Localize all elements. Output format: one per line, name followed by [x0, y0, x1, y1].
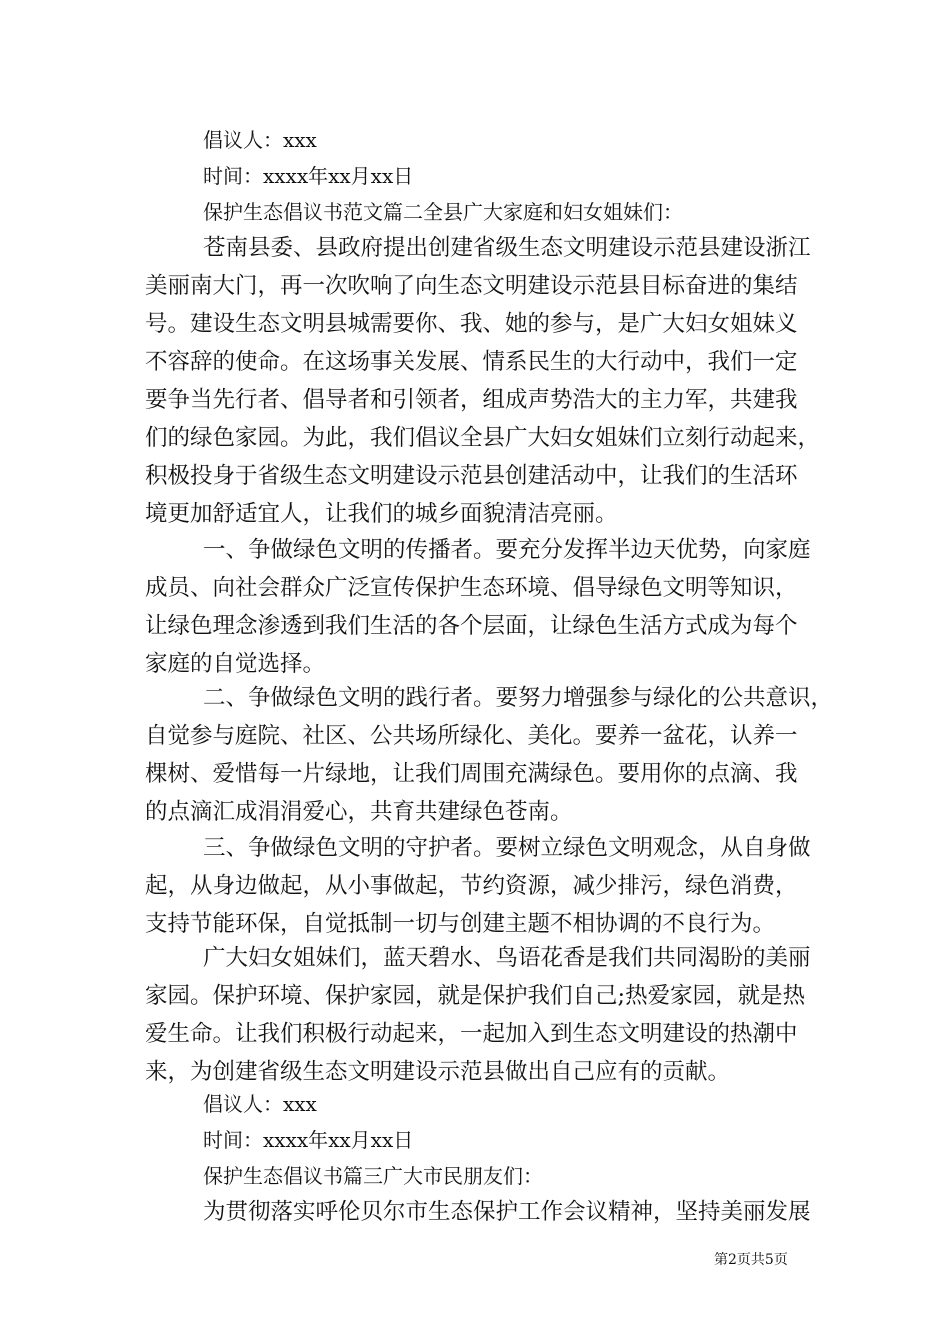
- text-line: 家庭的自觉选择。: [145, 651, 326, 677]
- text-line: 保护生态倡议书范文篇二全县广大家庭和妇女姐妹们：: [203, 200, 683, 224]
- text-line: 让绿色理念渗透到我们生活的各个层面，让绿色生活方式成为每个: [145, 613, 798, 639]
- text-line: 棵树、爱惜每一片绿地，让我们周围充满绿色。要用你的点滴、我: [145, 761, 798, 787]
- text-line: 境更加舒适宜人，让我们的城乡面貌清洁亮丽。: [145, 501, 618, 527]
- text-line: 起，从身边做起，从小事做起，节约资源，减少排污，绿色消费，: [145, 873, 798, 899]
- text-line: 三、争做绿色文明的守护者。要树立绿色文明观念，从自身做: [203, 835, 811, 861]
- text-line: 们的绿色家园。为此，我们倡议全县广大妇女姐妹们立刻行动起来，: [145, 425, 821, 451]
- text-line: 美丽南大门，再一次吹响了向生态文明建设示范县目标奋进的集结: [145, 273, 798, 299]
- text-line: 的点滴汇成涓涓爱心，共育共建绿色苍南。: [145, 799, 573, 825]
- text-line: 为贯彻落实呼伦贝尔市生态保护工作会议精神，坚持美丽发展: [203, 1199, 811, 1225]
- text-line: 广大妇女姐妹们，蓝天碧水、鸟语花香是我们共同渴盼的美丽: [203, 945, 811, 971]
- text-line: 积极投身于省级生态文明建设示范县创建活动中，让我们的生活环: [145, 463, 798, 489]
- text-line: 爱生命。让我们积极行动起来，一起加入到生态文明建设的热潮中: [145, 1021, 798, 1047]
- text-line: 一、争做绿色文明的传播者。要充分发挥半边天优势，向家庭: [203, 537, 811, 563]
- text-line: 家园。保护环境、保护家园，就是保护我们自己;热爱家园，就是热: [145, 983, 806, 1009]
- text-line: 保护生态倡议书篇三广大市民朋友们：: [203, 1164, 543, 1188]
- text-line: 不容辞的使命。在这场事关发展、情系民生的大行动中，我们一定: [145, 349, 798, 375]
- text-line: 来，为创建省级生态文明建设示范县做出自己应有的贡献。: [145, 1059, 731, 1085]
- text-line: 苍南县委、县政府提出创建省级生态文明建设示范县建设浙江: [203, 235, 811, 261]
- text-line: 时间：xxxx年xx月xx日: [203, 1128, 414, 1152]
- text-line: 支持节能环保，自觉抵制一切与创建主题不相协调的不良行为。: [145, 911, 776, 937]
- text-line: 二、争做绿色文明的践行者。要努力增强参与绿化的公共意识，: [203, 685, 834, 711]
- text-line: 要争当先行者、倡导者和引领者，组成声势浩大的主力军，共建我: [145, 387, 798, 413]
- text-line: 成员、向社会群众广泛宣传保护生态环境、倡导绿色文明等知识，: [145, 575, 798, 601]
- text-line: 倡议人：xxx: [203, 128, 317, 152]
- text-line: 自觉参与庭院、社区、公共场所绿化、美化。要养一盆花，认养一: [145, 723, 798, 749]
- text-line: 号。建设生态文明县城需要你、我、她的参与，是广大妇女姐妹义: [145, 311, 798, 337]
- text-line: 倡议人：xxx: [203, 1092, 317, 1116]
- text-line: 时间：xxxx年xx月xx日: [203, 164, 414, 188]
- page-number: 第2页共5页: [714, 1252, 788, 1268]
